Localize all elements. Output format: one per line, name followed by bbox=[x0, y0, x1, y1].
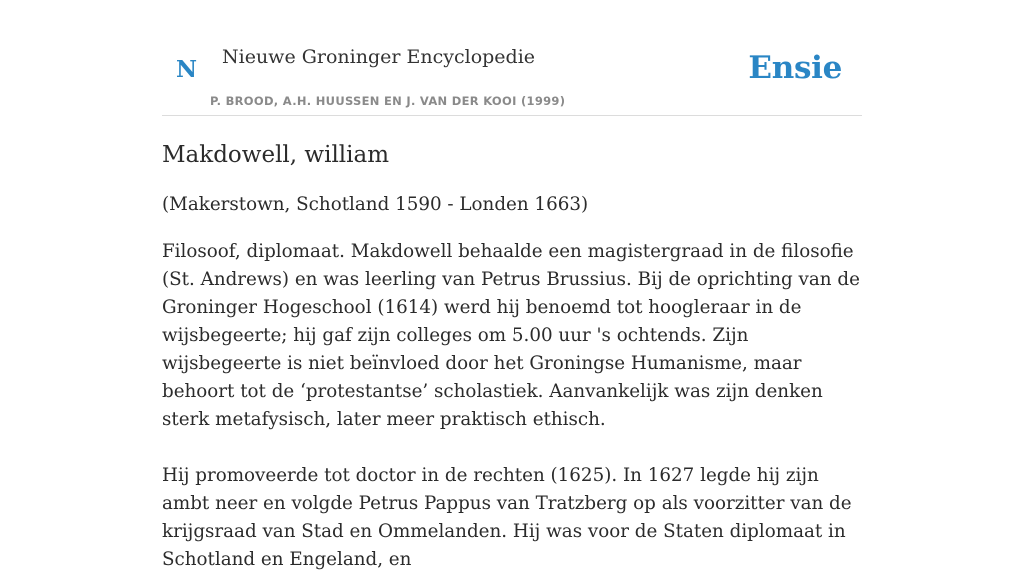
article-page bbox=[162, 0, 862, 574]
source-logo[interactable]: N bbox=[176, 56, 198, 83]
entry-paragraph: Filosoof, diplomaat. Makdowell behaalde een magistergraad in de filosofie (St. Andrews) en was leerling van Petrus Brussius. Bij de oprichting van de Groninger Hogeschool (1614) werd hij benoemd tot hoogleraar in de wijsbegeerte; hij gaf zijn colleges om 5.00 uur 's ochtends. Zijn wijsbegeerte is niet beïnvloed door het Groningse Humanisme, maar behoort tot de ‘protestantse’ scholastiek. Aanvankelijk was zijn denken sterk metafysisch, later meer praktisch ethisch. bbox=[162, 241, 860, 430]
entry-origin: (Makerstown, Schotland 1590 - Londen 1663) bbox=[162, 194, 589, 215]
source-authors: P. BROOD, A.H. HUUSSEN EN J. VAN DER KOOI (1999) bbox=[210, 94, 566, 108]
source-header bbox=[162, 0, 862, 116]
ensie-logo[interactable]: Ensie bbox=[748, 50, 842, 86]
entry-paragraph: Hij promoveerde tot doctor in de rechten (1625). In 1627 legde hij zijn ambt neer en volgde Petrus Pappus van Tratzberg op als voorzitter van de krijgsraad van Stad en Ommelanden. Hij was voor de Staten diplomaat in Schotland en Engeland, en bbox=[162, 465, 852, 570]
entry-title: Makdowell, william bbox=[162, 142, 390, 168]
source-title-link[interactable]: Nieuwe Groninger Encyclopedie bbox=[222, 46, 536, 68]
